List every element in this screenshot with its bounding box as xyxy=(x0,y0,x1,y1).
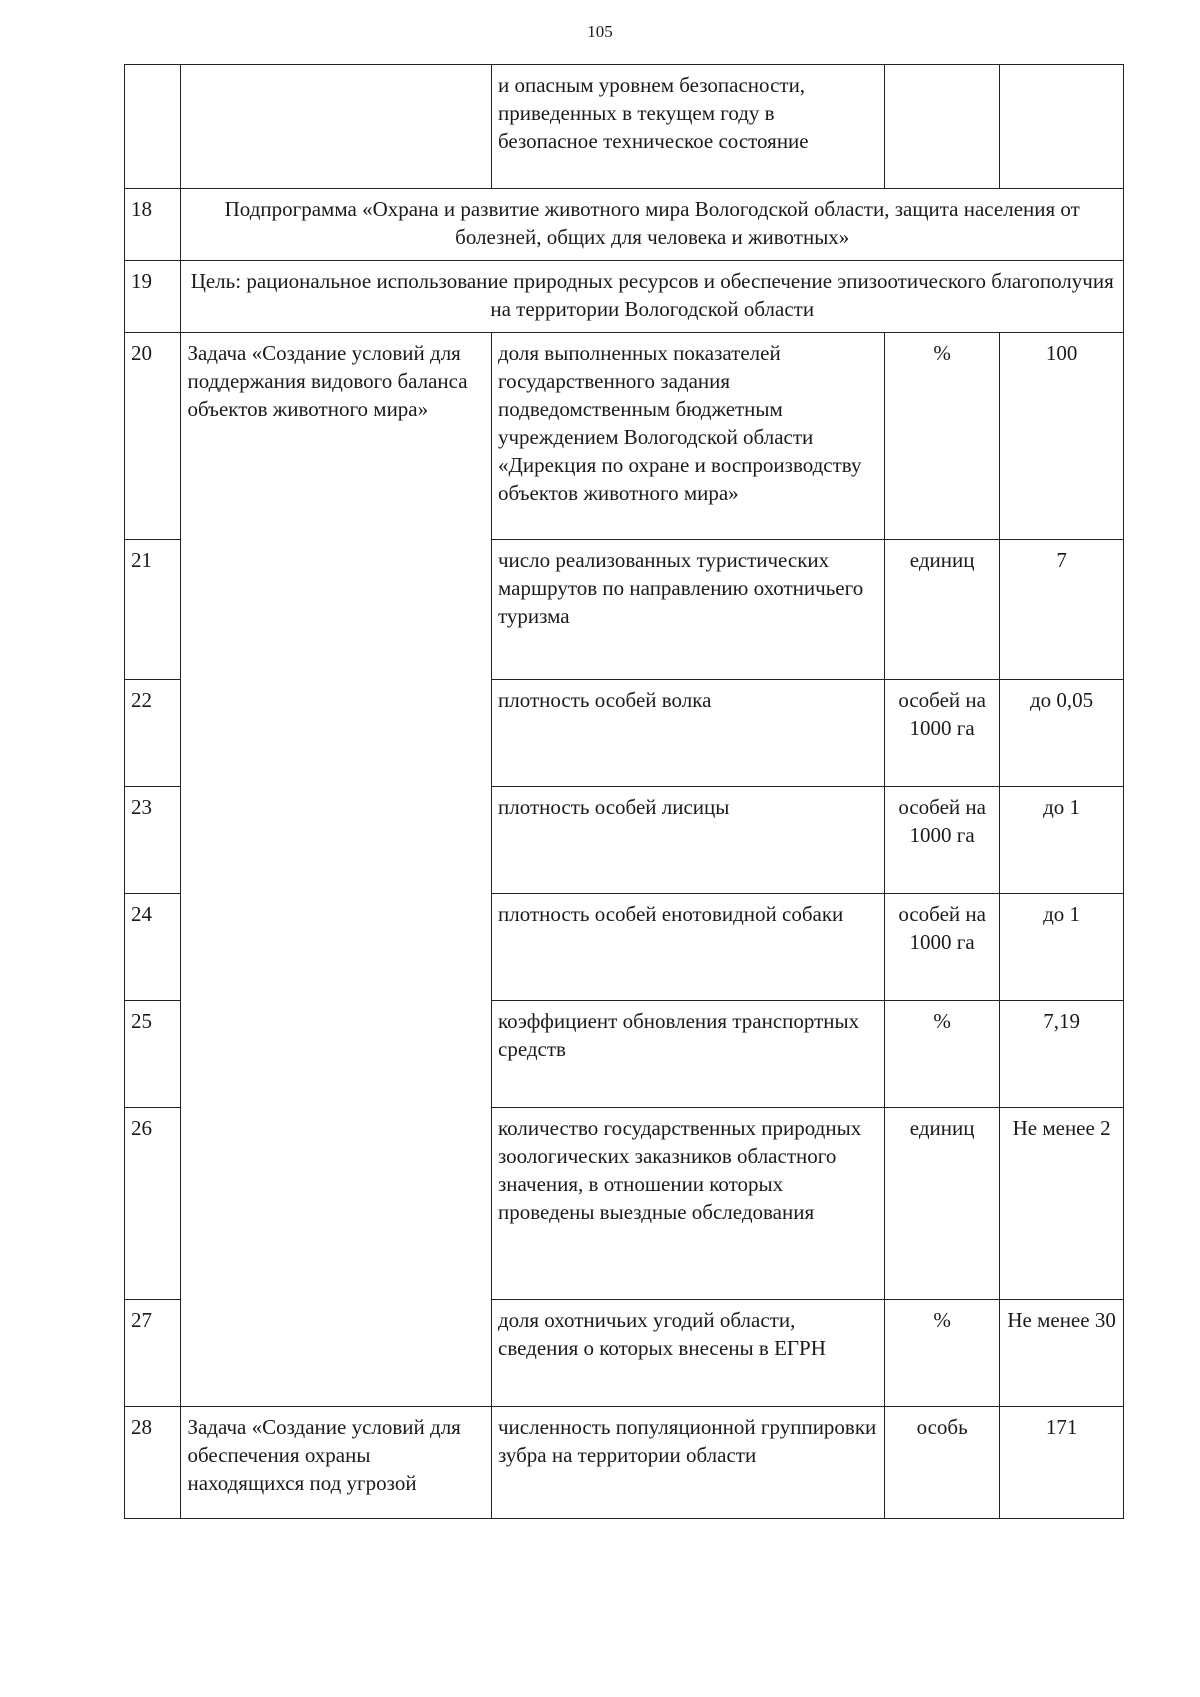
table-row-subprogram xyxy=(125,189,1124,261)
row-number-cell: 21 xyxy=(125,540,181,680)
value-cell xyxy=(1000,65,1124,189)
row-number-cell: 24 xyxy=(125,894,181,1001)
row-number-cell: 19 xyxy=(125,261,181,333)
task-cell xyxy=(181,65,492,189)
unit-cell: особь xyxy=(885,1407,1000,1519)
unit-cell: % xyxy=(885,1001,1000,1108)
value-cell: 100 xyxy=(1000,333,1124,540)
indicator-cell: и опасным уровнем безопасности, приведенных в текущем году в безопасное техническое состояние xyxy=(492,65,885,189)
value-cell: Не менее 2 xyxy=(1000,1108,1124,1300)
indicator-cell: коэффициент обновления транспортных средств xyxy=(492,1001,885,1108)
goal-text: Цель: рациональное использование природных ресурсов и обеспечение эпизоотического благополучия на территории Вологодской области xyxy=(181,261,1124,333)
indicator-cell: плотность особей лисицы xyxy=(492,787,885,894)
indicator-cell: число реализованных туристических маршрутов по направлению охотничьего туризма xyxy=(492,540,885,680)
value-cell: Не менее 30 xyxy=(1000,1300,1124,1407)
value-cell: 7 xyxy=(1000,540,1124,680)
row-number-cell: 20 xyxy=(125,333,181,540)
unit-cell: особей на 1000 га xyxy=(885,787,1000,894)
page-number: 105 xyxy=(587,22,613,41)
indicator-cell: плотность особей енотовидной собаки xyxy=(492,894,885,1001)
value-cell: 171 xyxy=(1000,1407,1124,1519)
row-number-cell: 18 xyxy=(125,189,181,261)
row-number-cell: 26 xyxy=(125,1108,181,1300)
row-number-cell: 25 xyxy=(125,1001,181,1108)
unit-cell: особей на 1000 га xyxy=(885,680,1000,787)
indicators-table xyxy=(124,64,1124,1519)
value-cell: 7,19 xyxy=(1000,1001,1124,1108)
indicator-cell: количество государственных природных зоологических заказников областного значения, в отношении которых проведены выездные обследования xyxy=(492,1108,885,1300)
unit-cell: % xyxy=(885,333,1000,540)
table-row xyxy=(125,333,1124,540)
unit-cell: единиц xyxy=(885,540,1000,680)
row-number-cell: 27 xyxy=(125,1300,181,1407)
indicator-cell: численность популяционной группировки зубра на территории области xyxy=(492,1407,885,1519)
row-number-cell: 28 xyxy=(125,1407,181,1519)
unit-cell: единиц xyxy=(885,1108,1000,1300)
row-number-cell: 23 xyxy=(125,787,181,894)
row-number-cell xyxy=(125,65,181,189)
unit-cell xyxy=(885,65,1000,189)
task-cell: Задача «Создание условий для обеспечения охраны находящихся под угрозой xyxy=(181,1407,492,1519)
table-row-continuation xyxy=(125,65,1124,189)
value-cell: до 0,05 xyxy=(1000,680,1124,787)
task-cell: Задача «Создание условий для поддержания видового баланса объектов животного мира» xyxy=(181,333,492,1407)
value-cell: до 1 xyxy=(1000,894,1124,1001)
unit-cell: особей на 1000 га xyxy=(885,894,1000,1001)
indicator-cell: плотность особей волка xyxy=(492,680,885,787)
unit-cell: % xyxy=(885,1300,1000,1407)
indicator-cell: доля выполненных показателей государственного задания подведомственным бюджетным учреждением Вологодской области «Дирекция по охране и воспроизводству объектов животного мира» xyxy=(492,333,885,540)
table-row-goal xyxy=(125,261,1124,333)
row-number-cell: 22 xyxy=(125,680,181,787)
indicator-cell: доля охотничьих угодий области, сведения о которых внесены в ЕГРН xyxy=(492,1300,885,1407)
subprogram-title: Подпрограмма «Охрана и развитие животного мира Вологодской области, защита населения от болезней, общих для человека и животных» xyxy=(181,189,1124,261)
table-row xyxy=(125,1407,1124,1519)
value-cell: до 1 xyxy=(1000,787,1124,894)
